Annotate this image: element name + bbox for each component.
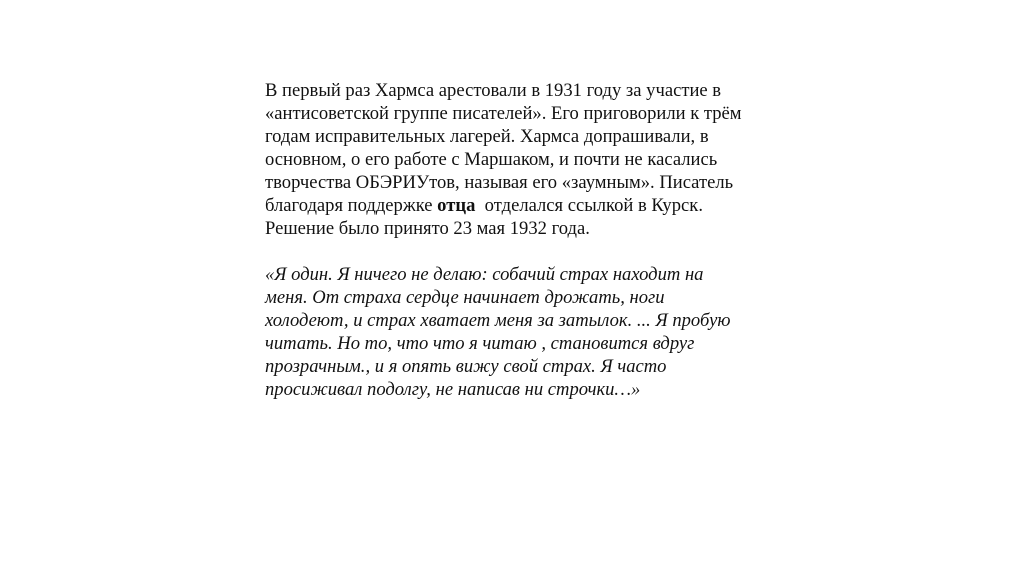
quote-line: холодеют, и страх хватает меня за затылок. ... Я пробую bbox=[265, 310, 731, 331]
bold-word-father: отца bbox=[437, 195, 476, 216]
text-block bbox=[265, 79, 785, 401]
quote-line: просиживал подолгу, не написав ни строчки…» bbox=[265, 379, 641, 400]
paragraph-line: годам исправительных лагерей. Хармса допрашивали, в bbox=[265, 126, 709, 147]
paragraph-line: творчества ОБЭРИУтов, называя его «заумным». Писатель bbox=[265, 172, 734, 193]
paragraph-line: В первый раз Хармса арестовали в 1931 году за участие в bbox=[265, 80, 722, 101]
paragraph-text: отделался ссылкой в Курск. bbox=[475, 195, 703, 216]
biography-paragraph bbox=[265, 79, 785, 240]
quote-line: «Я один. Я ничего не делаю: собачий страх находит на bbox=[265, 264, 704, 285]
paragraph-line: Решение было принято 23 мая 1932 года. bbox=[265, 218, 590, 239]
paragraph-line bbox=[265, 194, 785, 217]
diary-quote bbox=[265, 263, 785, 401]
paragraph-line: основном, о его работе с Маршаком, и почти не касались bbox=[265, 149, 718, 170]
paragraph-spacer bbox=[265, 240, 785, 263]
quote-line: прозрачным., и я опять вижу свой страх. Я часто bbox=[265, 356, 667, 377]
quote-line: читать. Но то, что что я читаю , становится вдруг bbox=[265, 333, 695, 354]
quote-line: меня. От страха сердце начинает дрожать, ноги bbox=[265, 287, 665, 308]
paragraph-text: благодаря поддержке bbox=[265, 195, 438, 216]
paragraph-line: «антисоветской группе писателей». Его приговорили к трём bbox=[265, 103, 742, 124]
